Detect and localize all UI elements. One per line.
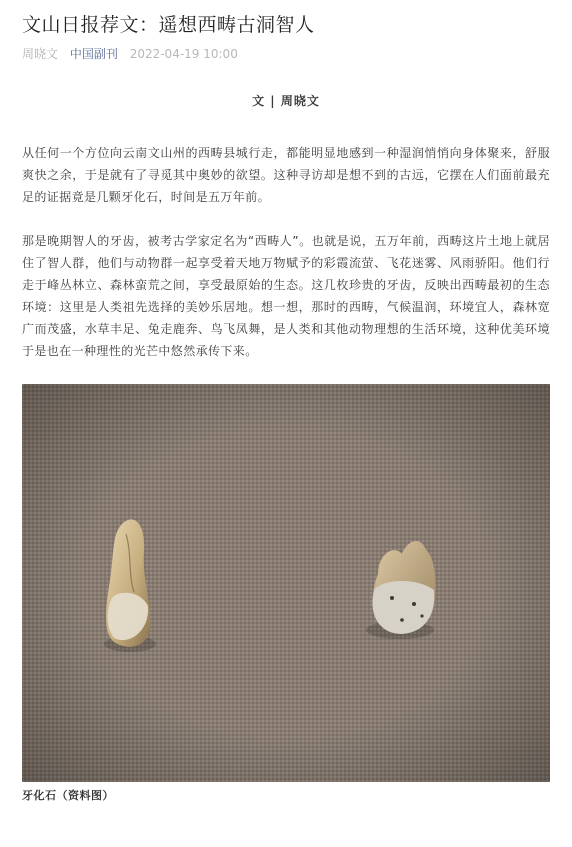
article-paragraph: 从任何一个方位向云南文山州的西畴县城行走，都能明显地感到一种湿润悄悄向身体聚来，舒服爽快之余，于是就有了寻觅其中奥妙的欲望。这种寻访却是想不到的古远，它摆在人们面前最充足的证据竟是几颗牙化石，时间是五万年前。 xyxy=(22,146,550,204)
author-name: 周晓文 xyxy=(22,47,59,61)
article-paragraph: 那是晚期智人的牙齿，被考古学家定名为“西畴人”。也就是说，五万年前，西畴这片土地上就居住了智人群，他们与动物群一起享受着天地万物赋予的彩霞流萤、飞花迷雾、风雨骄阳。他们行走于峰丛林立、森林蛮荒之间，享受最原始的生态。这几枚珍贵的牙齿，反映出西畴最初的生态环境：这里是人类祖先选择的美妙乐居地。想一想，那时的西畴，气候温润，环境宜人，森林宽广而茂盛，水草丰足、兔走鹿奔、鸟飞凤舞，是人类和其他动物理想的生活环境，这种优美环境于是也在一种理性的光芒中悠然承传下来。 xyxy=(22,234,550,358)
publish-date: 2022-04-19 10:00 xyxy=(129,47,238,61)
article-title: 文山日报荐文：遥想西畴古洞智人 xyxy=(22,14,315,36)
tooth-fossil-photo[interactable] xyxy=(22,384,550,782)
article-meta xyxy=(22,46,550,62)
image-caption: 牙化石（资料图） xyxy=(22,789,114,802)
article-byline: 文 | 周晓文 xyxy=(252,94,320,108)
account-link[interactable]: 中国副刊 xyxy=(69,47,118,61)
